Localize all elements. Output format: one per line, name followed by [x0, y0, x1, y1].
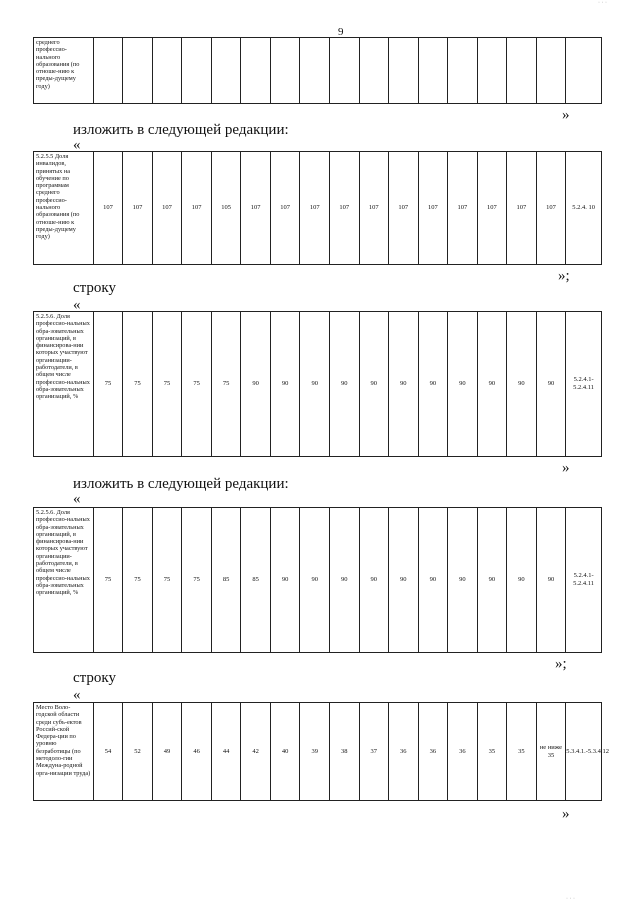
value-cell [507, 38, 537, 104]
value-cell: 90 [477, 312, 507, 457]
value-cell: 90 [536, 508, 566, 653]
value-cell: не ниже 35 [536, 703, 566, 801]
value-cell: 90 [418, 508, 448, 653]
value-cell: 39 [300, 703, 330, 801]
indicator-label: 5.2.5.6. Доля профессио-нальных обра-зовательных организаций, в финансирова-нии которых участвуют организации-работодатели, в общем числе профессио-нальных обра-зовательных организаций, % [34, 312, 94, 457]
table-row [34, 152, 602, 265]
value-cell: 36 [389, 703, 419, 801]
closing-quote: » [562, 460, 570, 476]
value-cell: 85 [241, 508, 271, 653]
value-cell [93, 38, 123, 104]
value-cell: 90 [389, 508, 419, 653]
table-row-unemployment-rank [33, 702, 610, 801]
value-cell: 107 [359, 152, 389, 265]
value-cell: 75 [182, 312, 212, 457]
value-cell: 90 [359, 312, 389, 457]
value-cell [300, 38, 330, 104]
value-cell: 90 [359, 508, 389, 653]
value-cell: 75 [211, 312, 241, 457]
value-cell: 107 [418, 152, 448, 265]
value-cell: 75 [123, 508, 153, 653]
closing-quote-semicolon: »; [558, 268, 570, 284]
value-cell: 75 [152, 312, 182, 457]
value-cell: 107 [152, 152, 182, 265]
table-row [34, 312, 602, 457]
value-cell: 105 [211, 152, 241, 265]
value-cell: 90 [448, 508, 478, 653]
value-cell: 52 [123, 703, 153, 801]
value-cell [536, 38, 566, 104]
opening-quote: « [73, 687, 81, 703]
value-cell: 107 [93, 152, 123, 265]
value-cell: 42 [241, 703, 271, 801]
value-cell: 90 [536, 312, 566, 457]
reference-cell [566, 38, 602, 104]
value-cell [123, 38, 153, 104]
value-cell: 85 [211, 508, 241, 653]
reference-cell: 5.2.4.1-5.2.4.11 [566, 508, 602, 653]
value-cell [182, 38, 212, 104]
scan-artifact-bottom: · · · [566, 896, 575, 902]
value-cell: 90 [300, 508, 330, 653]
value-cell: 107 [507, 152, 537, 265]
value-cell: 38 [329, 703, 359, 801]
value-cell: 40 [270, 703, 300, 801]
value-cell: 90 [270, 312, 300, 457]
indicator-label: Место Воло-годской области среди субъ-ектов Россий-ской Федера-ции по уровню безработицы (по методоло-гии Междуна-родной орга-низации труда) [34, 703, 94, 801]
value-cell: 75 [123, 312, 153, 457]
value-cell: 35 [477, 703, 507, 801]
value-cell: 90 [477, 508, 507, 653]
value-cell [211, 38, 241, 104]
indicator-label: 5.2.5.6. Доля профессио-нальных обра-зовательных организаций, в финансирова-нии которых участвуют организации-работодатели, в общем числе профессио-нальных обра-зовательных организаций, % [34, 508, 94, 653]
value-cell: 107 [241, 152, 271, 265]
value-cell: 107 [300, 152, 330, 265]
value-cell: 107 [182, 152, 212, 265]
value-cell: 75 [152, 508, 182, 653]
value-cell: 90 [329, 508, 359, 653]
table-row-fragment [33, 37, 602, 104]
edit-instruction: изложить в следующей редакции: [73, 122, 289, 138]
value-cell: 36 [448, 703, 478, 801]
table-row [34, 38, 602, 104]
opening-quote: « [73, 297, 81, 313]
table-row-5-2-5-6-new [33, 507, 602, 653]
table-row [34, 508, 602, 653]
value-cell: 90 [507, 312, 537, 457]
value-cell: 107 [389, 152, 419, 265]
value-cell: 107 [123, 152, 153, 265]
value-cell: 54 [93, 703, 123, 801]
value-cell [389, 38, 419, 104]
value-cell: 75 [93, 508, 123, 653]
value-cell: 90 [389, 312, 419, 457]
value-cell [477, 38, 507, 104]
value-cell: 107 [477, 152, 507, 265]
value-cell: 75 [182, 508, 212, 653]
table-row-5-2-5-6-old [33, 311, 602, 457]
indicator-label: 5.2.5.5 Доля инвалидов, принятых на обучение по программам среднего профессио-нального образования (по отноше-нию к преды-дущему году) [34, 152, 94, 265]
value-cell [241, 38, 271, 104]
reference-cell: 5.2.4. 10 [566, 152, 602, 265]
value-cell: 90 [507, 508, 537, 653]
closing-quote: » [562, 107, 570, 123]
value-cell: 107 [536, 152, 566, 265]
value-cell: 107 [270, 152, 300, 265]
value-cell [359, 38, 389, 104]
opening-quote: « [73, 137, 81, 153]
value-cell: 90 [300, 312, 330, 457]
value-cell: 75 [93, 312, 123, 457]
value-cell: 90 [270, 508, 300, 653]
value-cell: 49 [152, 703, 182, 801]
row-heading: строку [73, 670, 116, 686]
value-cell: 36 [418, 703, 448, 801]
value-cell: 46 [182, 703, 212, 801]
value-cell: 37 [359, 703, 389, 801]
value-cell [270, 38, 300, 104]
reference-cell: 5.3.4.1.-5.3.4.12 [566, 703, 602, 801]
value-cell: 107 [448, 152, 478, 265]
value-cell [329, 38, 359, 104]
value-cell [418, 38, 448, 104]
page-number: 9 [338, 26, 344, 38]
closing-quote-semicolon: »; [555, 656, 567, 672]
row-heading: строку [73, 280, 116, 296]
value-cell: 90 [329, 312, 359, 457]
value-cell: 90 [448, 312, 478, 457]
table-row [34, 703, 602, 801]
value-cell: 107 [329, 152, 359, 265]
opening-quote: « [73, 491, 81, 507]
value-cell: 44 [211, 703, 241, 801]
indicator-label: среднего профессио-нального образования (по отноше-нию к преды-дущему году) [34, 38, 94, 104]
value-cell [448, 38, 478, 104]
edit-instruction: изложить в следующей редакции: [73, 476, 289, 492]
value-cell: 90 [418, 312, 448, 457]
value-cell: 90 [241, 312, 271, 457]
closing-quote: » [562, 806, 570, 822]
scan-artifact-top: · · · [598, 0, 607, 6]
value-cell [152, 38, 182, 104]
table-row-5-2-5-5 [33, 151, 602, 265]
reference-cell: 5.2.4.1-5.2.4.11 [566, 312, 602, 457]
value-cell: 35 [507, 703, 537, 801]
